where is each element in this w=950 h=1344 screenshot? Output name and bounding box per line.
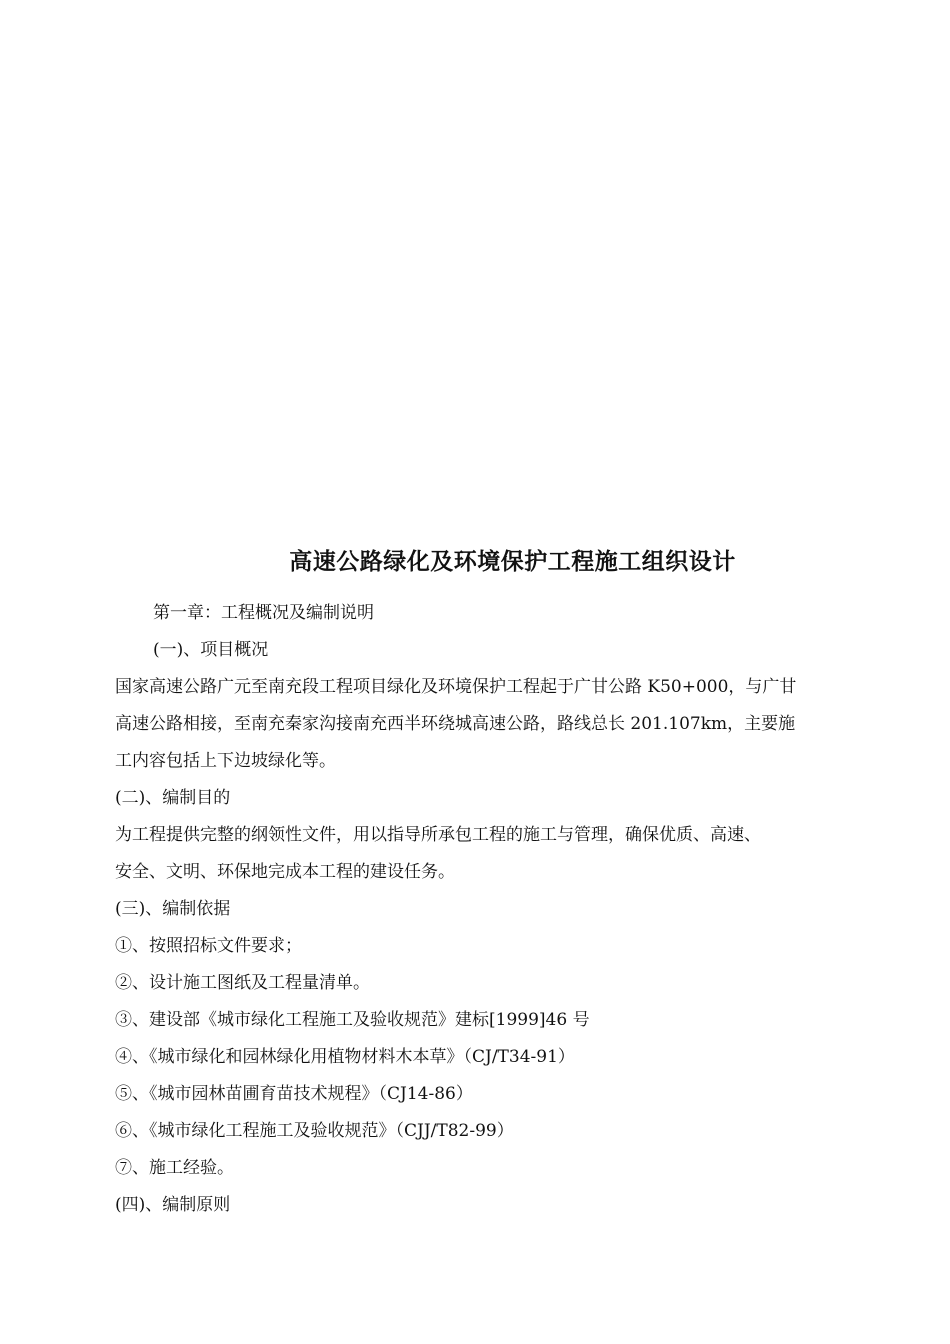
section-heading-purpose: (二)、编制目的 <box>115 788 231 808</box>
list-item: ⑤、《城市园林苗圃育苗技术规程》（CJ14-86） <box>115 1084 473 1104</box>
list-item: ④、《城市绿化和园林绿化用植物材料木本草》（CJ/T34-91） <box>115 1047 575 1067</box>
section-heading-principles: (四)、编制原则 <box>115 1195 231 1215</box>
section-heading-basis: (三)、编制依据 <box>115 899 231 919</box>
paragraph-line: 国家高速公路广元至南充段工程项目绿化及环境保护工程起于广甘公路 K50+000，与广甘 <box>115 677 797 697</box>
list-item: ⑥、《城市绿化工程施工及验收规范》（CJJ/T82-99） <box>115 1121 514 1141</box>
document-body <box>115 595 860 1224</box>
paragraph-line: 安全、文明、环保地完成本工程的建设任务。 <box>115 862 455 882</box>
section-heading-overview: (一)、项目概况 <box>153 640 269 660</box>
list-item: ⑦、施工经验。 <box>115 1158 234 1178</box>
paragraph-line: 工内容包括上下边坡绿化等。 <box>115 751 336 771</box>
list-item: ③、建设部《城市绿化工程施工及验收规范》建标[1999]46 号 <box>115 1010 590 1030</box>
document-title: 高速公路绿化及环境保护工程施工组织设计 <box>289 549 736 575</box>
paragraph-line: 高速公路相接，至南充秦家沟接南充西半环绕城高速公路，路线总长 201.107km，主要施 <box>115 714 796 734</box>
list-item: ②、设计施工图纸及工程量清单。 <box>115 973 370 993</box>
chapter-heading: 第一章：工程概况及编制说明 <box>153 603 374 623</box>
paragraph-line: 为工程提供完整的纲领性文件，用以指导所承包工程的施工与管理，确保优质、高速、 <box>115 825 761 845</box>
list-item: ①、按照招标文件要求； <box>115 936 302 956</box>
